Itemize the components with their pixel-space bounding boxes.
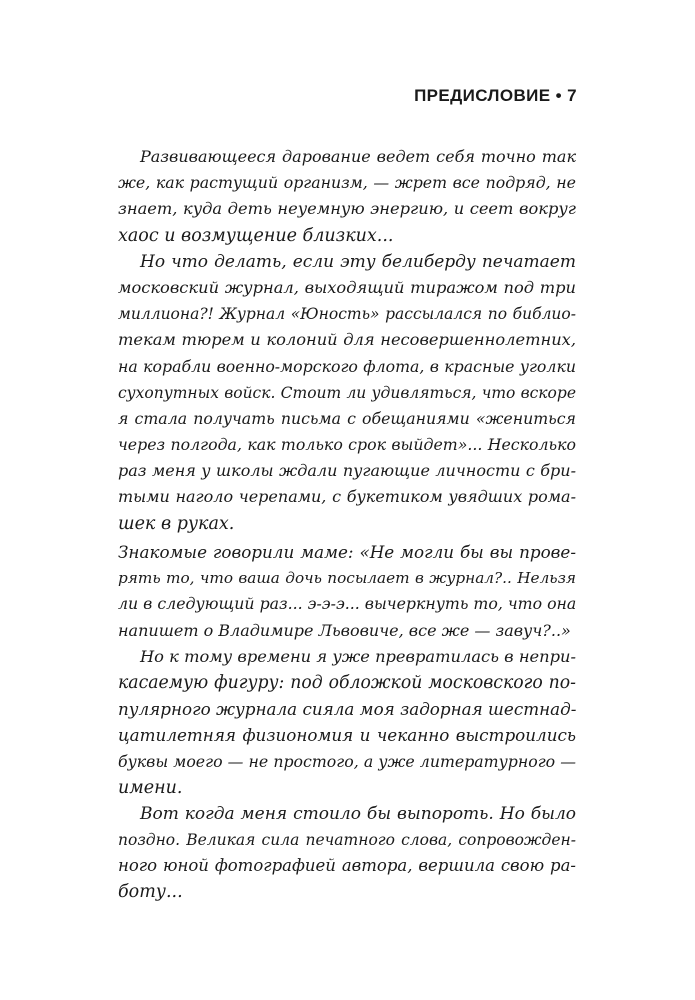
text-line: Но к тому времени я уже превратилась в непри- [140,646,576,666]
section-title: ПРЕДИСЛОВИЕ [414,86,551,105]
text-line: знает, куда деть неуемную энергию, и сеет вокруг [118,199,576,219]
text-line: текам тюрем и колоний для несовершеннолетних, [118,330,576,350]
text-line: Вот когда меня стоило бы выпороть. Но было [140,803,576,824]
text-line: Но что делать, если эту белиберду печатает [140,251,576,272]
text-line: ного юной фотографией автора, вершила свою ра- [118,856,576,876]
text-line: миллиона?! Журнал «Юность» рассылался по библио- [118,305,576,324]
text-block-second [118,539,576,906]
text-line: цатилетняя физиономия и чеканно выстроились [118,725,576,746]
text-line: боту... [118,882,183,903]
text-line: ли в следующий раз... э-э-э... вычеркнуть то, что она [118,594,577,614]
text-line: напишет о Владимире Львовиче, все же — завуч?..» [118,620,571,640]
text-line: же, как растущий организм, — жрет все подряд, не [118,173,576,193]
text-line: рять то, что ваша дочь посылает в журнал?.. Нельзя [118,569,576,588]
text-line: имени. [118,777,183,798]
text-line: раз меня у школы ждали пугающие личности с бри- [118,461,576,481]
text-line: Знакомые говорили маме: «Не могли бы вы прове- [118,542,576,562]
text-line: буквы моего — не простого, а уже литературного — [118,751,576,771]
text-line: пулярного журнала сияла моя задорная шестнад- [118,699,577,720]
text-line: на корабли военно-морского флота, в красные уголки [118,356,576,376]
text-line: хаос и возмущение близких... [118,225,394,246]
text-line: тыми наголо черепами, с букетиком увядших рома- [118,487,576,507]
text-line: через полгода, как только срок выйдет»... Несколько [118,435,576,455]
header-separator: • [555,86,563,105]
text-line: касаемую фигуру: под обложкой московского по- [118,672,576,693]
text-line: я стала получать письма с обещаниями «жениться [118,408,576,428]
text-line: сухопутных войск. Стоит ли удивляться, что вскоре [118,383,576,402]
running-header [414,86,577,106]
text-line: Развивающееся дарование ведет себя точно так [140,147,576,166]
text-block-first [118,144,576,537]
page-number: 7 [567,86,577,105]
text-line: московский журнал, выходящий тиражом под три [118,277,576,297]
text-line: поздно. Великая сила печатного слова, сопровожден- [118,831,576,850]
text-line: шек в руках. [118,513,235,534]
